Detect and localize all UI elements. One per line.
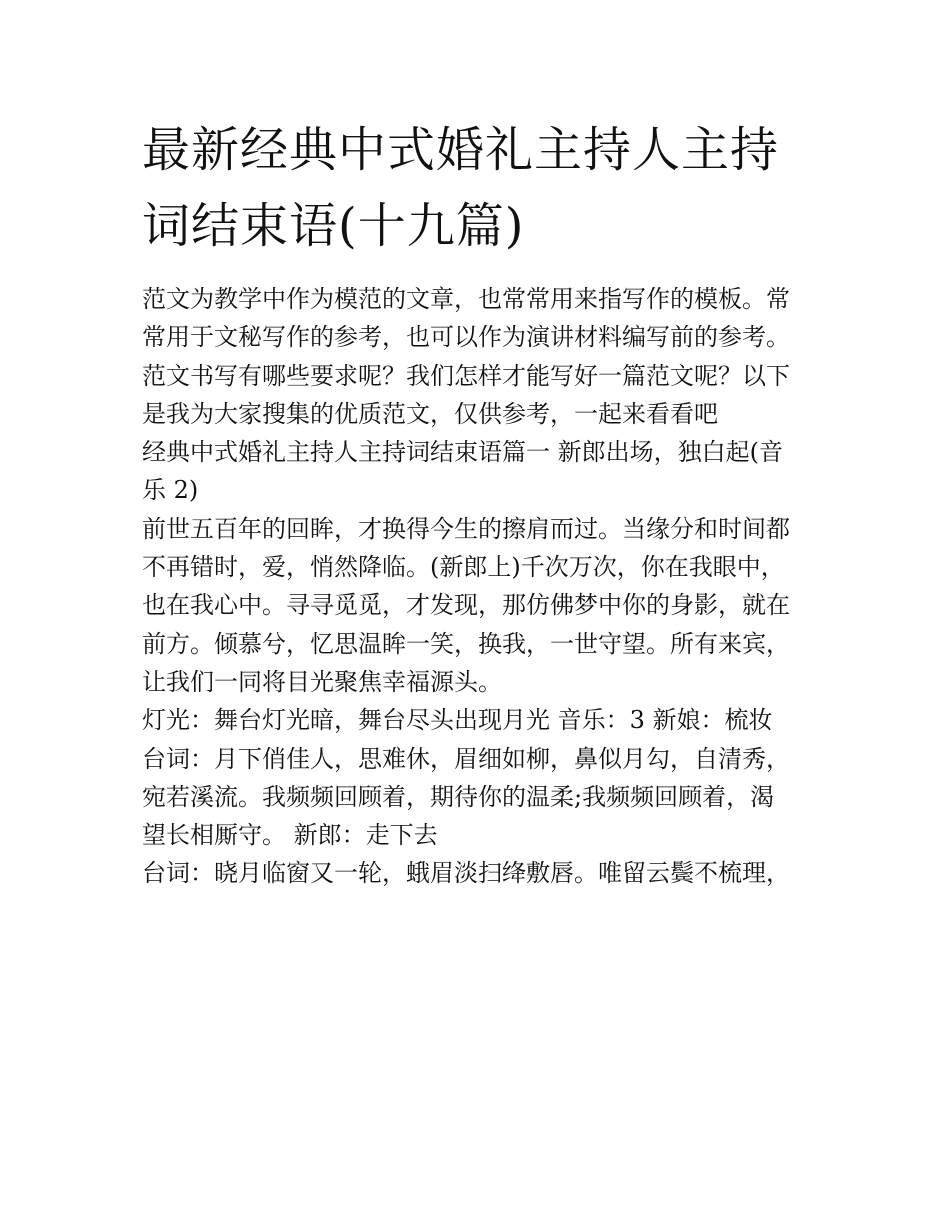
text-line: 望长相厮守。 新郎：走下去 — [142, 821, 438, 850]
paragraph-intro — [142, 280, 814, 433]
text-line: 前方。倾慕兮，忆思温眸一笑，换我，一世守望。所有来宾， — [142, 629, 790, 658]
text-line: 范文为教学中作为模范的文章，也常常用来指写作的模板。常 — [142, 285, 790, 313]
paragraph-closing-lines — [142, 854, 814, 892]
text-line: 台词：月下俏佳人，思难休，眉细如柳，鼻似月勾，自清秀， — [142, 744, 790, 773]
document-page — [142, 112, 814, 893]
document-title — [142, 112, 814, 264]
paragraph-section-heading — [142, 433, 814, 510]
text-line: 常用于文秘写作的参考，也可以作为演讲材料编写前的参考。 — [142, 323, 790, 352]
text-line: 经典中式婚礼主持人主持词结束语篇一 新郎出场，独白起(音 — [142, 438, 783, 467]
paragraph-lighting-cue — [142, 701, 814, 739]
text-line: 乐 2) — [142, 476, 199, 505]
text-line: 台词：晓月临窗又一轮，蛾眉淡扫绛敷唇。唯留云鬓不梳理， — [142, 859, 790, 888]
text-line: 前世五百年的回眸，才换得今生的擦肩而过。当缘分和时间都 — [142, 514, 790, 543]
text-line: 也在我心中。寻寻觅觅，才发现，那仿佛梦中你的身影，就在 — [142, 591, 790, 620]
text-line: 灯光：舞台灯光暗，舞台尽头出现月光 音乐：3 新娘：梳妆 — [142, 706, 773, 735]
text-line: 不再错时，爱，悄然降临。(新郎上)千次万次，你在我眼中， — [142, 553, 785, 582]
text-line: 是我为大家搜集的优质范文，仅供参考，一起来看看吧 — [142, 399, 718, 428]
text-line: 宛若溪流。我频频回顾着，期待你的温柔;我频频回顾着，渴 — [142, 782, 775, 811]
text-line: 让我们一同将目光聚焦幸福源头。 — [142, 667, 502, 696]
paragraph-bride-lines — [142, 740, 814, 855]
text-line: 范文书写有哪些要求呢？我们怎样才能写好一篇范文呢？以下 — [142, 361, 790, 390]
title-line-1: 最新经典中式婚礼主持人主持 — [142, 122, 780, 178]
paragraph-groom-monologue — [142, 510, 814, 701]
title-line-2: 词结束语(十九篇) — [142, 198, 525, 254]
document-body — [142, 280, 814, 893]
